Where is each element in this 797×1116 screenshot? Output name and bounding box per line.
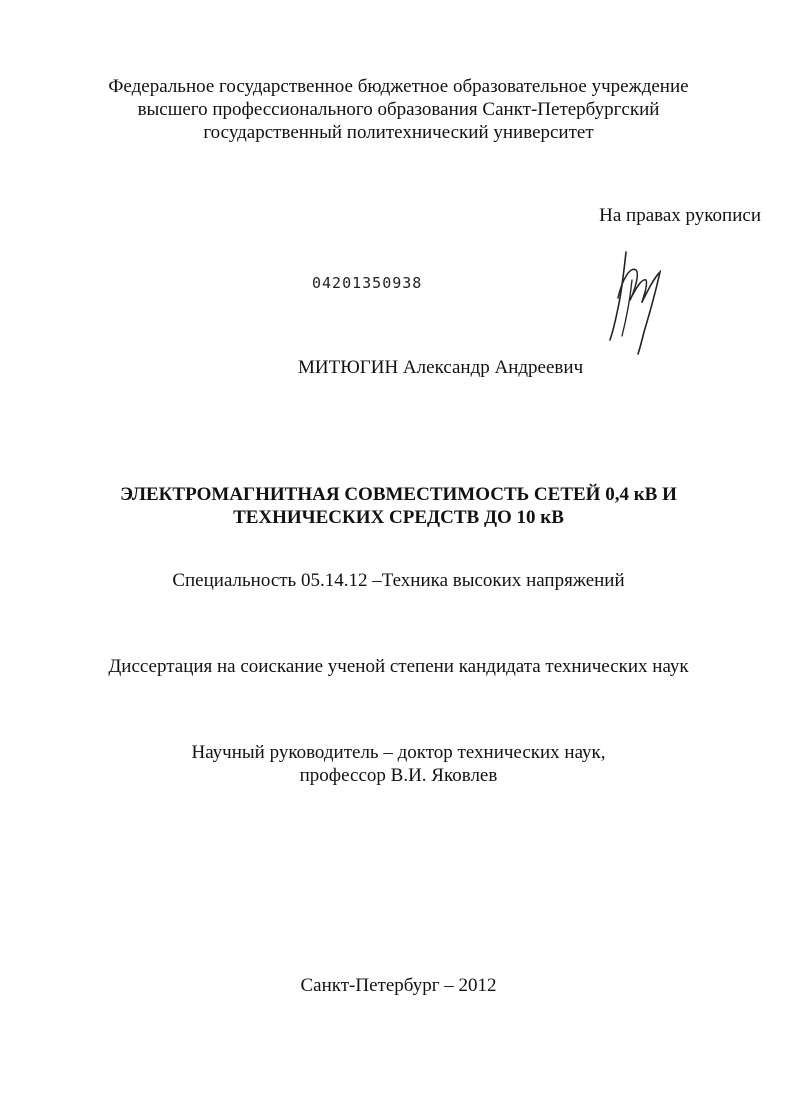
title-line-1: ЭЛЕКТРОМАГНИТНАЯ СОВМЕСТИМОСТЬ СЕТЕЙ 0,4 кВ И bbox=[120, 484, 677, 505]
advisor-line-1: Научный руководитель – доктор технических наук, bbox=[191, 742, 606, 763]
scientific-advisor bbox=[0, 741, 797, 787]
rights-note: На правах рукописи bbox=[599, 205, 761, 226]
institution-line-3: государственный политехнический университет bbox=[203, 122, 594, 143]
dissertation-title bbox=[0, 483, 797, 529]
institution-block bbox=[0, 75, 797, 144]
dissertation-type: Диссертация на соискание ученой степени кандидата технических наук bbox=[108, 656, 689, 677]
title-line-2: ТЕХНИЧЕСКИХ СРЕДСТВ ДО 10 кВ bbox=[233, 507, 564, 528]
author-name: МИТЮГИН Александр Андреевич bbox=[298, 357, 584, 378]
specialty: Специальность 05.14.12 –Техника высоких напряжений bbox=[172, 570, 625, 591]
institution-line-2: высшего профессионального образования Санкт-Петербургский bbox=[137, 99, 660, 120]
city-year: Санкт-Петербург – 2012 bbox=[300, 975, 497, 996]
handwritten-signature bbox=[596, 240, 676, 358]
advisor-line-2: профессор В.И. Яковлев bbox=[299, 765, 498, 786]
institution-line-1: Федеральное государственное бюджетное образовательное учреждение bbox=[108, 76, 689, 97]
registration-code: 04201350938 bbox=[312, 274, 423, 292]
